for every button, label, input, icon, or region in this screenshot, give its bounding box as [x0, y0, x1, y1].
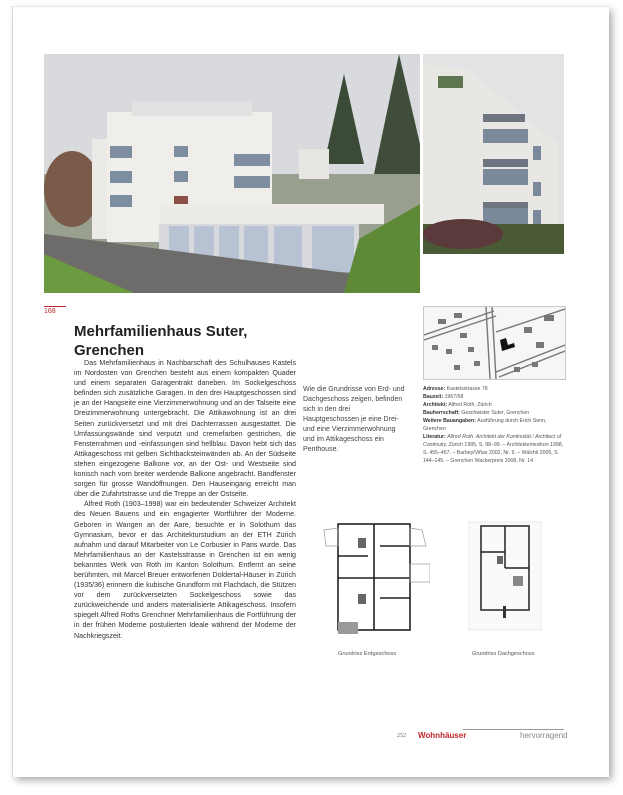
address-value: Kastelsstrasse 78: [446, 386, 488, 392]
main-photo: [44, 54, 420, 293]
ground-floor-plan: [318, 518, 430, 638]
ground-floor-caption: Grundriss Erdgeschoss: [338, 651, 397, 657]
footer-rating: hervorragend: [520, 731, 568, 740]
roof-floor-caption: Grundriss Dachgeschoss: [472, 651, 535, 657]
section-rule: [44, 306, 66, 307]
side-note: Wie die Grundrisse von Erd- und Dachgeschoss zeigen, befinden sich in den drei Hauptgeschossen je eine Drei- und eine Vierzimmerwohnung und im Attikageschoss ein Penthouse.: [303, 386, 405, 453]
client-value: Geschwister Suter, Grenchen: [461, 410, 530, 416]
title-line-1: Mehrfamilienhaus Suter,: [74, 323, 248, 340]
site-map: [423, 306, 566, 380]
body-text: [74, 358, 296, 641]
side-photo: [423, 54, 564, 254]
page-number: 252: [397, 733, 406, 739]
section-number: 168: [44, 308, 56, 315]
footer-rule: [463, 729, 564, 730]
literature-refs: Zürich 1985, S. 98–99. – Architektenlexikon 1998, S. 455–457. – Barbey/Viñas 2002, Nr. 9. – Wälchli 2005, S. 144–145. – Grenchen Wackerpreis 2008, Nr. 14: [423, 442, 564, 464]
architect-value: Alfred Roth, Zürich: [448, 402, 492, 408]
year-value: 1967/68: [444, 394, 464, 400]
literature-title: Alfred Roth. Architekt der Kontinuität / Architect of Continuity,: [423, 434, 562, 448]
body-paragraph: Das Mehrfamilienhaus in Nachbarschaft des Schulhauses Kastels im Nordosten von Grenchen besteht aus einem kompakten Quader und einem separaten Garagentrakt daneben. Im Sockelgeschoss befinden sich zusätzliche Garagen. In den drei Hauptgeschossen sind je an der Hangseite eine Vierzimmerwohnung und an der Talseite eine Dreizimmerwohnung untergebracht. Die Attikawohnung ist an drei Seiten zurückversetzt und mit drei Dachterrassen ausgestattet. Die Umfassungswände sind verputzt und cremefarben gestrichen, die Fensterrahmen und -einfassungen sind hellblau. Davon hebt sich das Attikageschoss mit gelben Sichtbacksteinwänden ab. An der Südseite stehen eingezogene Balkone vor, an der Ost- und Westseite sind konisch nach vorn breiter werdende Balkone angebracht. Bandfenster sorgen für grosse Wandöffnungen. Den Hauseingang erreicht man über die Zufahrtstrasse und die Treppe an der Ostseite.: [74, 359, 296, 499]
title-line-2: Grenchen: [74, 342, 145, 359]
page-title: [74, 322, 314, 360]
body-paragraph: Alfred Roth (1903–1998) war ein bedeutender Schweizer Architekt des Neuen Bauens und ein engagierter Wortführer der Moderne. Geboren in Wangen an der Aare, besuchte er in Solothurn das Gymnasium, bevor er das Architekturstudium an der ETH Zürich aufnahm und darauf Mitarbeiter von Le Corbusier in Paris wurde. Das Mehrfamilienhaus an der Kastelsstrasse in Grenchen ist ein wenig bekanntes Werk von Roth im Kanton Solothurn. Entfernt an seine berühmten, mit Marcel Breuer entworfenen Doldertal-Häuser in Zürich (1935/36) erinnern die kubische Grundform mit Flachdach, die Stützen vor dem zurückversetzten Sockelgeschoss sowie das zurückweichende und anders materialisierte Attikageschoss. Insofern spiegelt Alfred Roths Grenchner Mehrfamilienhaus die Fortführung der in der frühen Moderne postulierten Ideale während der Moderne der Nachkriegszeit.: [74, 500, 296, 640]
footer-section: Wohnhäuser: [418, 731, 467, 740]
more-value: Ausführung durch Erich Senn, Grenchen: [423, 418, 547, 432]
roof-floor-plan: [455, 518, 555, 638]
building-info: Adresse: Kastelsstrasse 78 Bauzeit: 1967/68 Architekt: Alfred Roth, Zürich Bauherrschaft: Geschwister Suter, Grenchen Weitere Bauangaben: Ausführung durch Erich Senn, Grenchen Literatur: Alfred Roth. Architekt der Kontinuität / Architect of Continuity, Zürich 1985, S. 98–99. – Architektenlexikon 1998, S. 455–457. – Barbey/Viñas 2002, Nr. 9. – Wälchli 2005, S. 144–145. – Grenchen Wackerpreis 2008, Nr. 14: [423, 386, 564, 464]
